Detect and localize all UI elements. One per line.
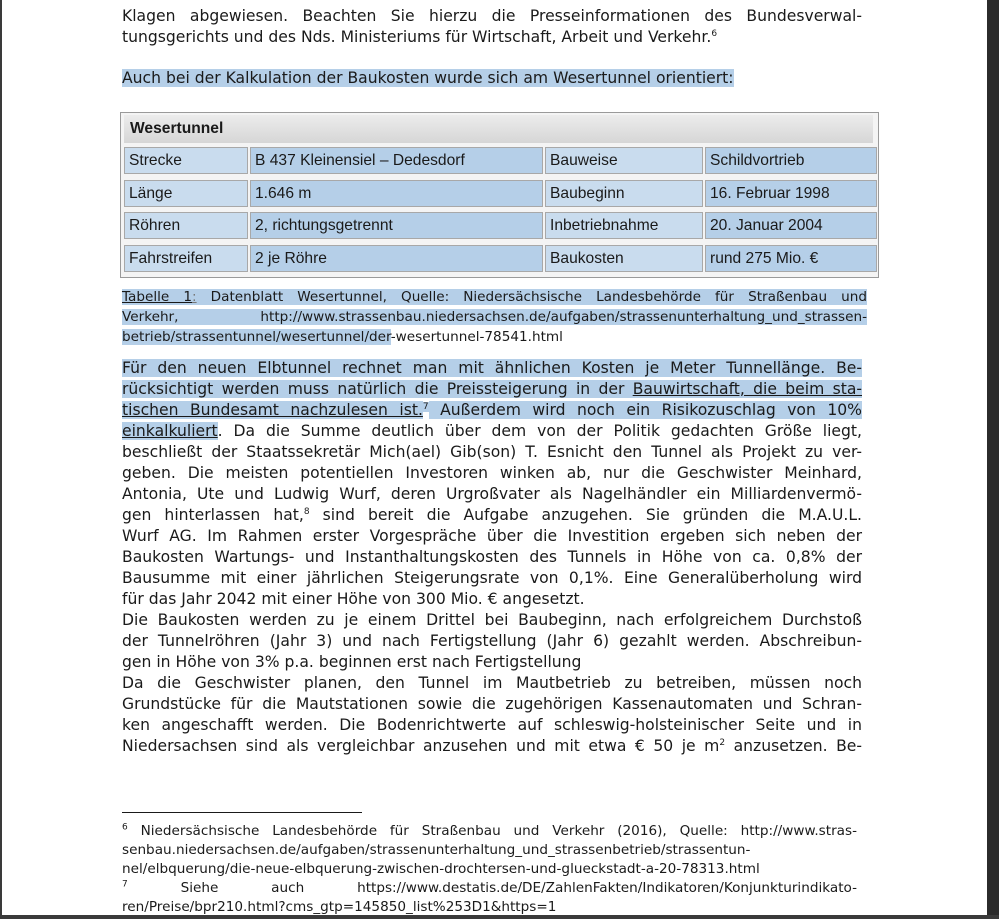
- body-text: Niedersachsen sind als vergleichbar anzusehen und mit etwa € 50 je m: [122, 737, 720, 755]
- table-cell-label: Baukosten: [545, 245, 703, 272]
- table-cell-value: 16. Februar 1998: [705, 180, 877, 207]
- footnote-6-line-2[interactable]: senbau.niedersachsen.de/aufgaben/strassenunterhaltung_und_strassenbetrieb/strassentun-: [122, 842, 751, 858]
- table-cell-label: Inbetriebnahme: [545, 212, 703, 239]
- body-line: [122, 400, 862, 420]
- body-line: ken angeschafft werden. Die Bodenrichtwerte auf schleswig-holsteinischer Seite und in: [122, 716, 862, 734]
- intro-line-1: Klagen abgewiesen. Beachten Sie hierzu die Presseinformationen des Bundesverwal-: [122, 7, 862, 25]
- table-cell-value: 2, richtungsgetrennt: [250, 212, 543, 239]
- table-caption-line-3: [122, 328, 867, 346]
- caption-url-part[interactable]: betrieb/strassentunnel/wesertunnel/der: [122, 329, 391, 345]
- footnote-6-number: 6: [122, 822, 128, 833]
- body-line: Die Baukosten werden zu je einem Drittel bei Baubeginn, nach erfolgreichem Durchstoß: [122, 611, 862, 629]
- body-line: Da die Geschwister planen, den Tunnel im Mautbetrieb zu betreiben, müssen noch: [122, 674, 862, 692]
- body-text: anzusetzen. Be-: [725, 737, 862, 755]
- table-caption-line-1: [122, 288, 867, 306]
- body-line: Bausumme mit einer jährlichen Steigerungsrate von 0,1%. Eine Generalüberholung wird: [122, 569, 862, 587]
- footnote-text[interactable]: Siehe auch https://www.destatis.de/DE/ZahlenFakten/Indikatoren/Konjunkturindikato-: [127, 880, 857, 896]
- footnote-6-line-1: [122, 822, 857, 841]
- lead-sentence-text: Auch bei der Kalkulation der Baukosten wurde sich am Wesertunnel orientiert:: [122, 69, 734, 87]
- footnote-7-line-1: [122, 879, 857, 898]
- footnote-ref-7[interactable]: 7: [422, 401, 429, 412]
- footnote-7-line-2[interactable]: ren/Preise/bpr210.html?cms_gtp=145850_list%253D1&https=1: [122, 899, 557, 915]
- footnote-7-number: 7: [122, 879, 128, 890]
- body-text: . Da die Summe deutlich über dem von der Politik gedachten Größe liegt,: [217, 422, 862, 440]
- body-line: [122, 736, 862, 756]
- body-line: [122, 358, 862, 378]
- body-line: [122, 505, 862, 525]
- footnote-separator: [122, 812, 362, 813]
- footnote-ref-6[interactable]: 6: [711, 28, 718, 39]
- table-caption-line-2: [122, 308, 867, 326]
- intro-line-2-text: tungsgerichts und des Nds. Ministeriums für Wirtschaft, Arbeit und Verkehr.: [122, 28, 712, 46]
- body-line: beschließt der Staatssekretär Mich(ael) Gib(son) T. Esnicht den Tunnel als Projekt zu ver-: [122, 443, 862, 461]
- body-text-selected: rücksichtigt werden muss natürlich die Preissteigerung in der: [122, 380, 633, 398]
- body-line: Grundstücke für die Mautstationen sowie die zugehörigen Kassenautomaten und Schran-: [122, 695, 862, 713]
- table-cell-label: Baubeginn: [545, 180, 703, 207]
- body-text-selected: einkalkuliert: [122, 422, 218, 440]
- body-line: [122, 421, 862, 441]
- body-text: sind bereit die Aufgabe anzugehen. Sie gründen die M.A.U.L.: [309, 506, 862, 524]
- table-cell-label: Röhren: [124, 212, 248, 239]
- table-cell-value: 1.646 m: [250, 180, 543, 207]
- table-cell-value: B 437 Kleinensiel – Dedesdorf: [250, 147, 543, 174]
- table-cell-label: Strecke: [124, 147, 248, 174]
- footnote-6-line-3[interactable]: nel/elbquerung/die-neue-elbquerung-zwischen-drochtersen-und-glueckstadt-a-20-78313.html: [122, 861, 760, 877]
- body-line: Wurf AG. Im Rahmen erster Vorgespräche über die Investition ergeben sich neben der: [122, 527, 862, 545]
- superscript-2: 2: [719, 737, 726, 748]
- wesertunnel-table: [120, 112, 879, 278]
- table-header: [124, 115, 873, 143]
- body-line: für das Jahr 2042 mit einer Höhe von 300 Mio. € angesetzt.: [122, 590, 585, 608]
- caption-label[interactable]: Tabelle 1: [122, 289, 193, 305]
- body-text-selected: tischen Bundesamt nachzulesen ist.: [122, 401, 423, 419]
- table-cell-label: Länge: [124, 180, 248, 207]
- caption-url-part[interactable]: Verkehr, http://www.strassenbau.niedersachsen.de/aufgaben/strassenunterhaltung_und_strassen-: [122, 309, 867, 325]
- table-title: Wesertunnel: [130, 120, 224, 137]
- table-cell-value: 20. Januar 2004: [705, 212, 877, 239]
- caption-sep: :: [192, 289, 197, 305]
- viewer-scrollbar-track[interactable]: [987, 0, 999, 919]
- body-line: Antonia, Ute und Ludwig Wurf, deren Urgroßvater als Nagelhändler ein Milliardenvermö-: [122, 485, 862, 503]
- body-text: gen hinterlassen hat,: [122, 506, 304, 524]
- body-line: Baukosten Wartungs- und Instanthaltungskosten des Tunnels in Höhe von ca. 0,8% der: [122, 548, 862, 566]
- caption-text: Datenblatt Wesertunnel, Quelle: Niedersächsische Landesbehörde für Straßenbau und: [196, 289, 867, 305]
- lead-sentence: [122, 68, 862, 88]
- body-text-selected: Für den neuen Elbtunnel rechnet man mit ähnlichen Kosten je Meter Tunnellänge. Be-: [122, 359, 862, 377]
- footnote-text: Niedersächsische Landesbehörde für Straßenbau und Verkehr (2016), Quelle: http://www.stras-: [127, 823, 857, 839]
- body-line: gen in Höhe von 3% p.a. beginnen erst nach Fertigstellung: [122, 653, 582, 671]
- table-cell-label: Bauweise: [545, 147, 703, 174]
- table-cell-value: rund 275 Mio. €: [705, 245, 877, 272]
- table-cell-value: 2 je Röhre: [250, 245, 543, 272]
- table-cell-value: Schildvortrieb: [705, 147, 877, 174]
- intro-line-2: [122, 27, 862, 47]
- body-line: [122, 379, 862, 399]
- viewer-frame-left: [0, 0, 2, 919]
- body-text-selected: Bauwirtschaft, die beim sta-: [632, 380, 862, 398]
- caption-url-tail[interactable]: -wesertunnel-78541.html: [390, 329, 563, 345]
- body-text-selected: Außerdem wird noch ein Risikozuschlag von 10%: [428, 401, 862, 419]
- body-line: geben. Die meisten potentiellen Investoren winken ab, nur die Geschwister Meinhard,: [122, 464, 862, 482]
- table-cell-label: Fahrstreifen: [124, 245, 248, 272]
- body-line: der Tunnelröhren (Jahr 3) und nach Fertigstellung (Jahr 6) gezahlt werden. Abschreibun-: [122, 632, 862, 650]
- footnote-ref-8[interactable]: 8: [303, 506, 310, 517]
